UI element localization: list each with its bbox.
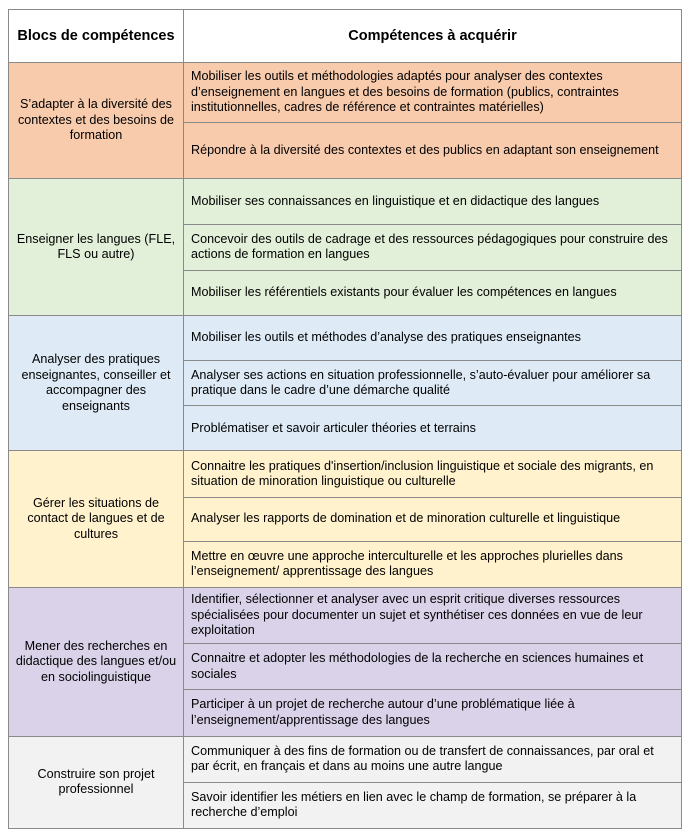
table-row [9,315,682,360]
competence-cell: Analyser les rapports de domination et de minoration culturelle et linguistique [184,497,682,541]
competence-cell: Mettre en œuvre une approche interculturelle et les approches plurielles dans l’enseignement/ apprentissage des langues [184,541,682,587]
competence-cell: Connaitre les pratiques d'insertion/inclusion linguistique et sociale des migrants, en situation de minoration linguistique ou culturelle [184,451,682,497]
competence-cell: Savoir identifier les métiers en lien avec le champ de formation, se préparer à la recherche d’emploi [184,782,682,828]
competences-table-container [8,9,681,829]
bloc-projet: Construire son projet professionnel [9,736,184,828]
competences-table [8,9,682,829]
table-row [9,179,682,224]
competence-cell: Mobiliser les référentiels existants pour évaluer les compétences en langues [184,270,682,315]
competence-cell: Analyser ses actions en situation professionnelle, s’auto-évaluer pour améliorer sa pratique dans le cadre d’une démarche qualité [184,361,682,406]
competence-cell: Identifier, sélectionner et analyser avec un esprit critique diverses ressources spécialisées pour documenter un sujet et synthétiser ces données en vue de leur exploitation [184,588,682,644]
header-competences: Compétences à acquérir [184,10,682,63]
table-row [9,451,682,497]
table-header-row [9,10,682,63]
bloc-analyser: Analyser des pratiques enseignantes, conseiller et accompagner des enseignants [9,315,184,451]
competence-cell: Connaitre et adopter les méthodologies de la recherche en sciences humaines et sociales [184,644,682,690]
competence-cell: Problématiser et savoir articuler théories et terrains [184,406,682,451]
competence-cell: Répondre à la diversité des contextes et des publics en adaptant son enseignement [184,123,682,179]
bloc-enseigner: Enseigner les langues (FLE, FLS ou autre) [9,179,184,316]
competence-cell: Concevoir des outils de cadrage et des ressources pédagogiques pour construire des actions de formation en langues [184,224,682,270]
table-row [9,63,682,123]
header-blocs: Blocs de compétences [9,10,184,63]
table-row [9,588,682,644]
competence-cell: Mobiliser ses connaissances en linguistique et en didactique des langues [184,179,682,224]
competence-cell: Mobiliser les outils et méthodes d’analyse des pratiques enseignantes [184,315,682,360]
competence-cell: Participer à un projet de recherche autour d’une problématique liée à l’enseignement/apprentissage des langues [184,690,682,736]
competence-cell: Mobiliser les outils et méthodologies adaptés pour analyser des contextes d’enseignement en langues et des besoins de formation (publics, contraintes institutionnelles, cadres de référence et contraintes matérielles) [184,63,682,123]
bloc-recherches: Mener des recherches en didactique des langues et/ou en sociolinguistique [9,588,184,737]
bloc-gerer: Gérer les situations de contact de langues et de cultures [9,451,184,588]
bloc-adapter: S’adapter à la diversité des contextes et des besoins de formation [9,63,184,179]
competence-cell: Communiquer à des fins de formation ou de transfert de connaissances, par oral et par écrit, en français et dans au moins une autre langue [184,736,682,782]
table-row [9,736,682,782]
